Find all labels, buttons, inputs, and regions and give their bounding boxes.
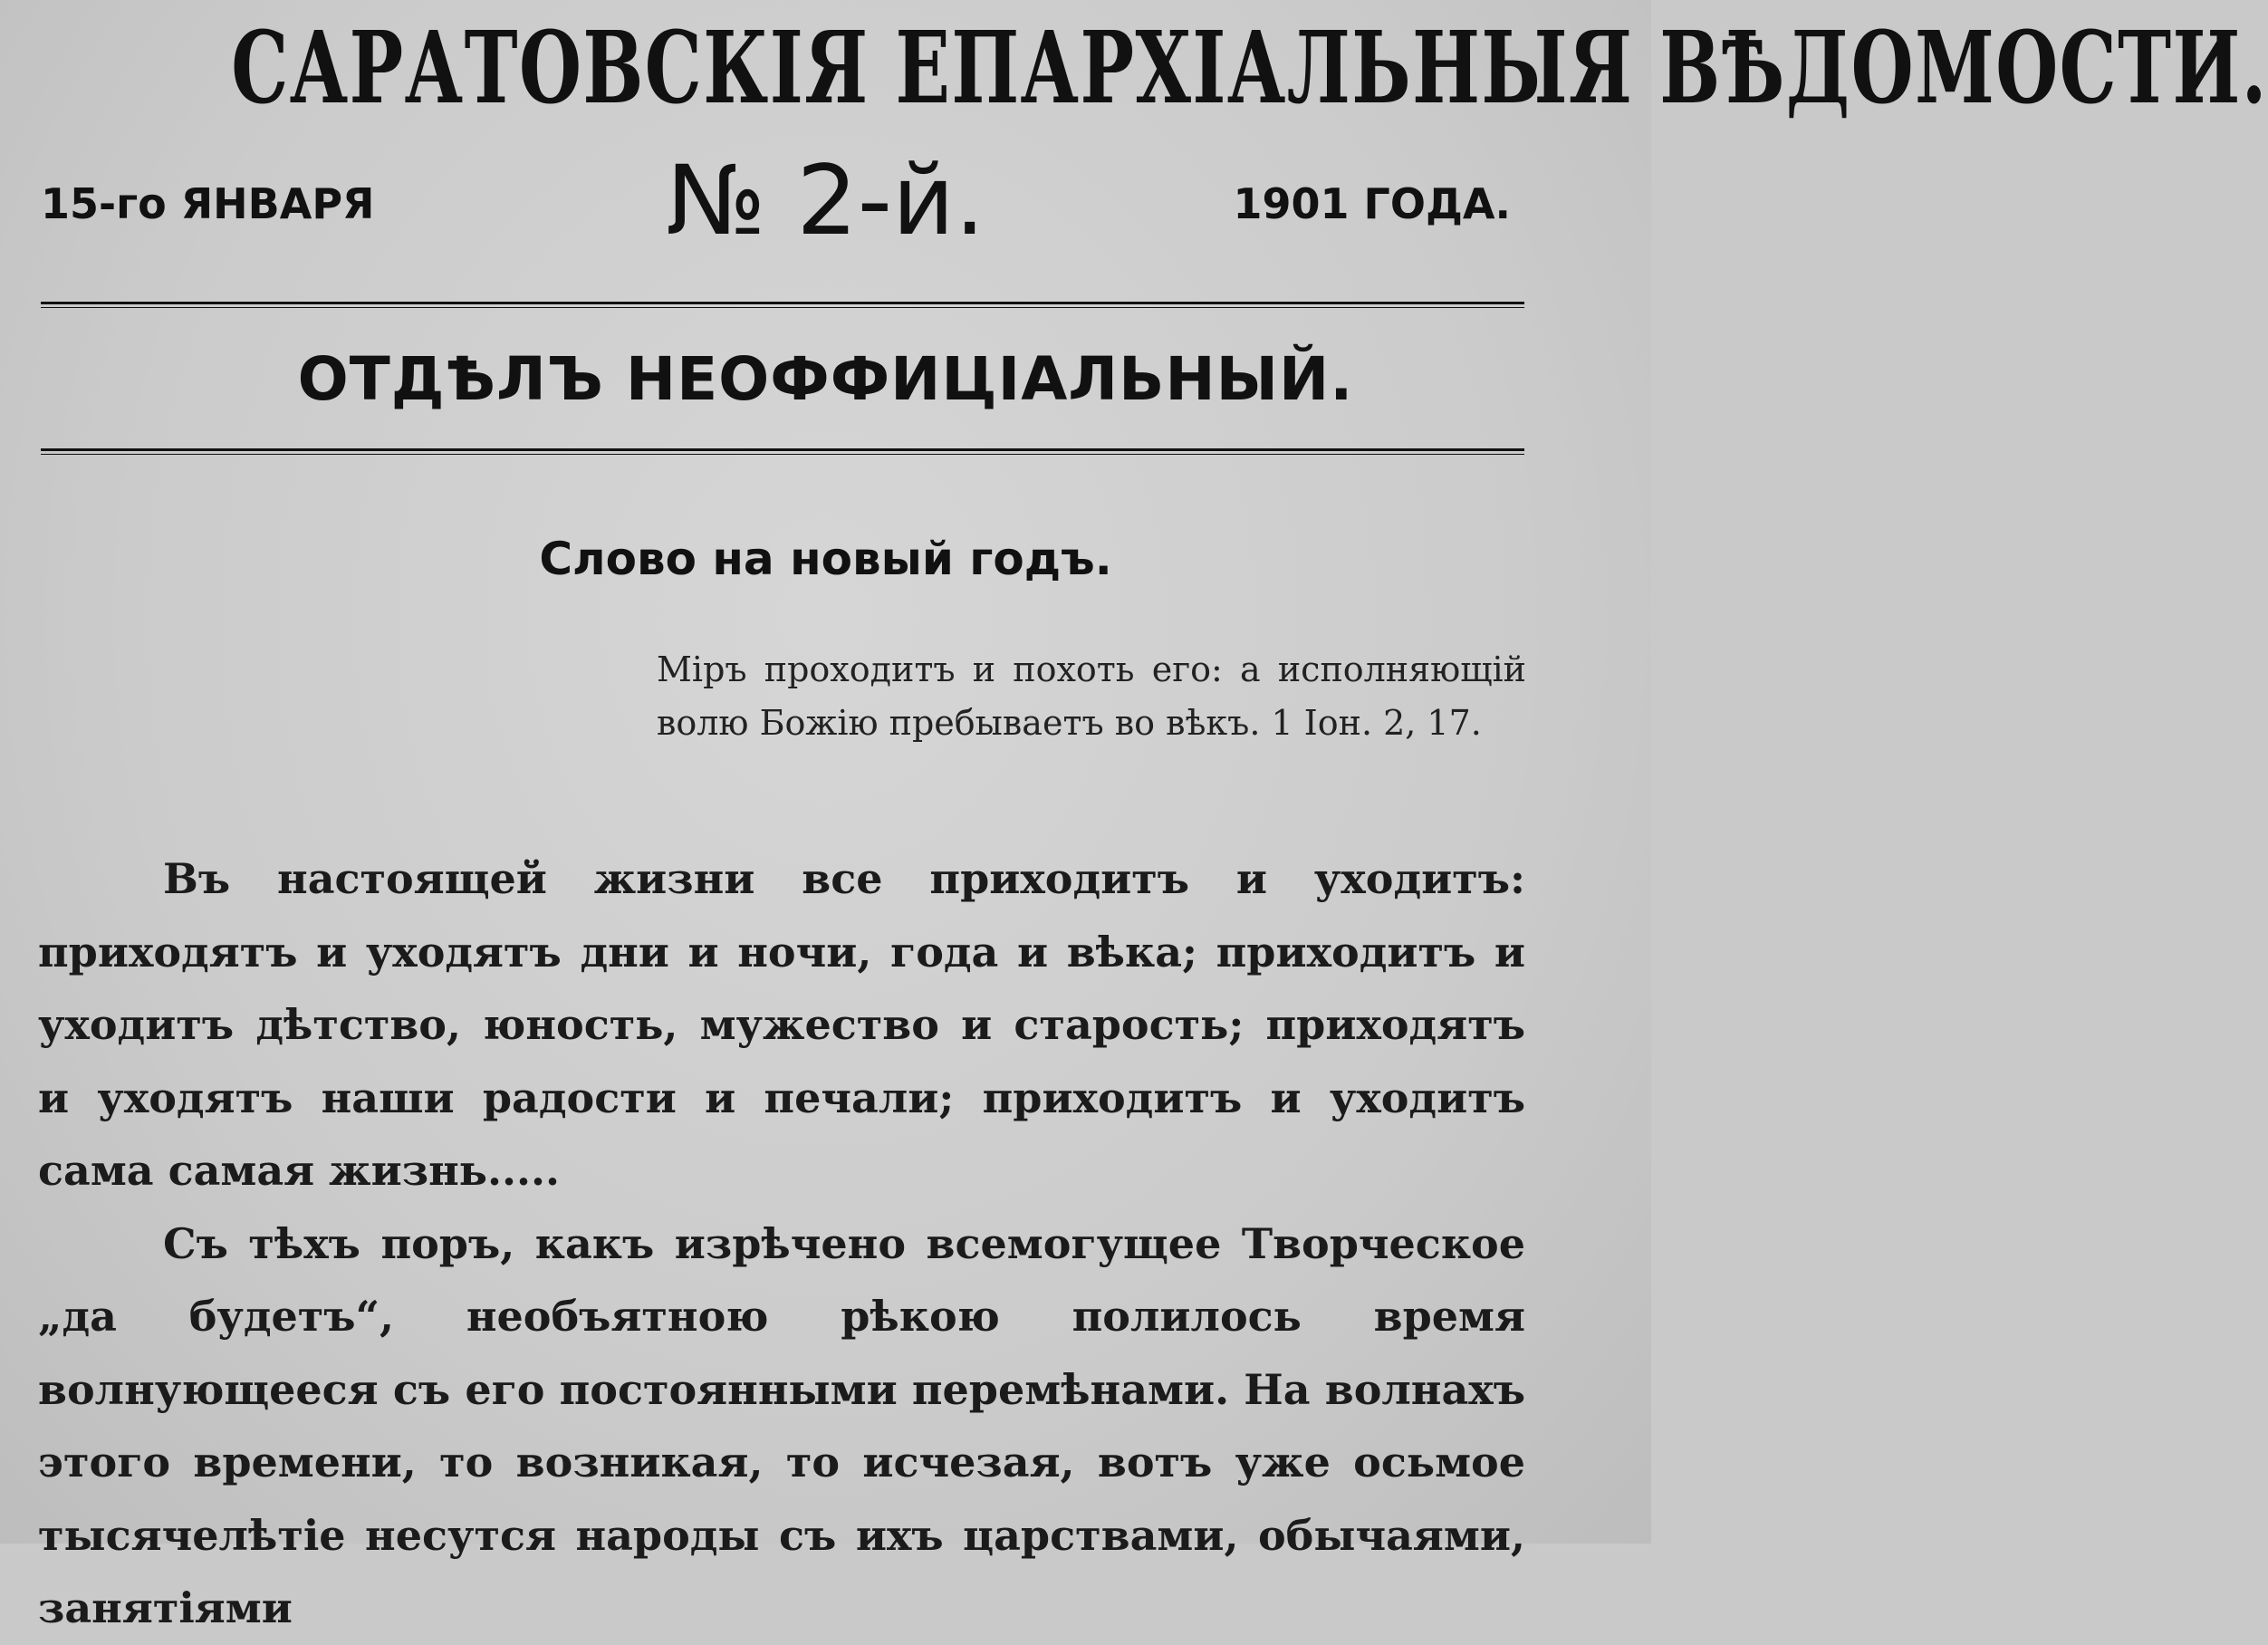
bottom-divider bbox=[41, 448, 1524, 455]
issue-number: № 2-й. bbox=[666, 145, 985, 256]
article-body bbox=[38, 842, 1525, 1645]
issue-date-day: 15-го ЯНВАРЯ bbox=[41, 179, 375, 228]
paragraph: Съ тѣхъ поръ, какъ изрѣчено всемогущее Творческое „да будетъ“, необъятною рѣкою полилось время волнующееся съ его постоянными перемѣнами. На волнахъ этого времени, то возникая, то исчезая, вотъ уже осьмое тысячелѣтіе несутся народы съ ихъ царствами, обычаями, занятіями bbox=[38, 1218, 1525, 1632]
epigraph: Міръ проходитъ и похоть его: а исполняющій волю Божію пребываетъ во вѣкъ. 1 Іон. 2, 17. bbox=[657, 649, 1526, 743]
masthead-title: САРАТОВСКІЯ ЕПАРХІАЛЬНЫЯ ВѢДОМОСТИ. bbox=[231, 9, 2268, 126]
section-title: ОТДѢЛЪ НЕОФФИЦІАЛЬНЫЙ. bbox=[297, 344, 1354, 414]
article-title: Слово на новый годъ. bbox=[539, 533, 1112, 585]
paragraph: Въ настоящей жизни все приходитъ и уходитъ: приходятъ и уходятъ дни и ночи, года и вѣка; приходитъ и уходитъ дѣтство, юность, мужество и старость; приходятъ и уходятъ наши радости и печали; приходитъ и уходитъ сама самая жизнь..... bbox=[38, 854, 1525, 1195]
issue-date-year: 1901 ГОДА. bbox=[1233, 179, 1511, 228]
top-divider bbox=[41, 302, 1524, 308]
